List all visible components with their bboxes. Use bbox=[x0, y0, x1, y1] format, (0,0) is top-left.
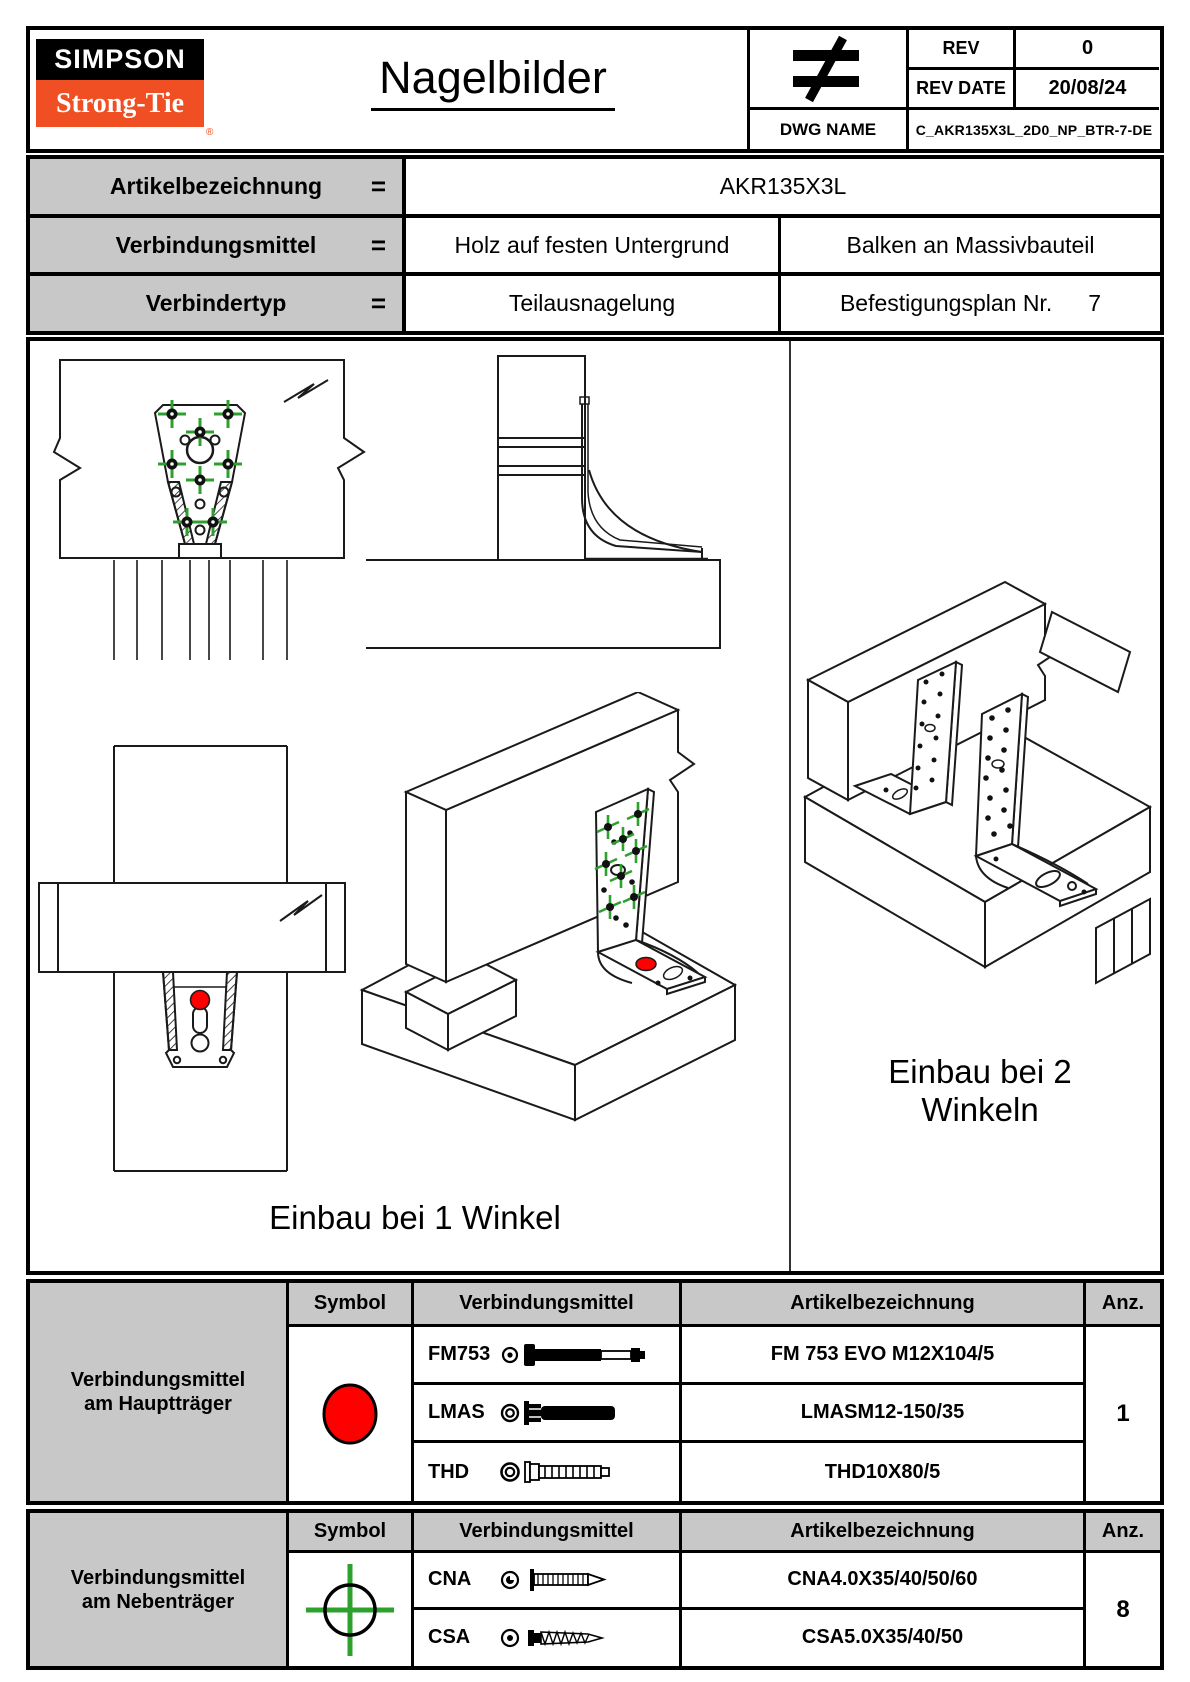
column-header-fastener: Verbindungsmittel bbox=[414, 1283, 682, 1327]
info-row-verbindungsmittel bbox=[30, 214, 1160, 273]
caption-two-brackets: Einbau bei 2 Winkeln bbox=[888, 1053, 1072, 1128]
fastener-code: CNA bbox=[428, 1568, 472, 1591]
article-value: FM 753 EVO M12X104/5 bbox=[682, 1327, 1086, 1385]
nail-cna-icon bbox=[500, 1563, 650, 1597]
fastener-row-cna bbox=[414, 1553, 682, 1610]
rev-date-label: REV DATE bbox=[909, 70, 1016, 110]
article-value: CSA5.0X35/40/50 bbox=[682, 1610, 1086, 1667]
fastener-table-nebentraeger bbox=[26, 1509, 1164, 1670]
column-header-symbol: Symbol bbox=[289, 1283, 414, 1327]
info-row-verbindertyp bbox=[30, 272, 1160, 331]
revision-block bbox=[747, 30, 1159, 149]
fastener-row-csa bbox=[414, 1610, 682, 1667]
anchor-view-drawing bbox=[31, 687, 361, 1187]
article-value: CNA4.0X35/40/50/60 bbox=[682, 1553, 1086, 1610]
column-header-fastener: Verbindungsmittel bbox=[414, 1513, 682, 1553]
application-value: Balken an Massivbauteil bbox=[846, 231, 1095, 258]
fastening-plan-label: Befestigungsplan Nr. bbox=[839, 290, 1053, 317]
dwg-name-value: C_AKR135X3L_2D0_NP_BTR-7-DE bbox=[915, 121, 1153, 138]
equals-sign: = bbox=[370, 229, 386, 260]
info-label: Artikelbezeichnung = bbox=[30, 159, 406, 214]
info-label: Verbindertyp = bbox=[30, 276, 406, 331]
fastener-code: CSA bbox=[428, 1626, 471, 1649]
rev-value: 0 bbox=[1016, 30, 1159, 70]
fastener-code: THD bbox=[428, 1460, 470, 1483]
anchor-symbol-red-dot bbox=[636, 958, 656, 971]
drawing-panel bbox=[26, 337, 1164, 1275]
isometric-one-bracket-drawing bbox=[346, 692, 791, 1132]
side-view-drawing bbox=[366, 352, 766, 682]
anchor-lmas-icon bbox=[500, 1396, 650, 1430]
info-row-artikelbezeichnung bbox=[30, 159, 1160, 214]
column-header-symbol: Symbol bbox=[289, 1513, 414, 1553]
isometric-two-brackets-drawing bbox=[800, 552, 1160, 1052]
qty-value: 1 bbox=[1116, 1400, 1130, 1427]
column-header-qty: Anz. bbox=[1086, 1283, 1160, 1327]
article-value: THD10X80/5 bbox=[682, 1443, 1086, 1501]
equals-sign: = bbox=[370, 170, 386, 201]
group-label: Verbindungsmittel am Nebenträger bbox=[30, 1513, 289, 1666]
article-value: LMASM12-150/35 bbox=[682, 1385, 1086, 1443]
red-filled-circle-icon bbox=[289, 1327, 414, 1501]
fastening-plan bbox=[781, 276, 1160, 331]
screw-csa-icon bbox=[500, 1621, 650, 1655]
bolt-fm753-icon bbox=[500, 1338, 650, 1372]
green-crosshair-circle-icon bbox=[289, 1553, 414, 1666]
group-label: Verbindungsmittel am Hauptträger bbox=[30, 1283, 289, 1501]
article-name-value: AKR135X3L bbox=[719, 172, 847, 199]
not-equal-icon bbox=[750, 30, 909, 110]
logo-simpson-text: SIMPSON bbox=[36, 39, 204, 80]
anchor-symbol-red-dot bbox=[191, 991, 210, 1010]
column-header-article: Artikelbezeichnung bbox=[682, 1513, 1086, 1553]
info-label: Verbindungsmittel = bbox=[30, 218, 406, 273]
fastener-table-hauptraeger bbox=[26, 1279, 1164, 1505]
column-header-qty: Anz. bbox=[1086, 1513, 1160, 1553]
fastener-row-thd bbox=[414, 1443, 682, 1501]
screw-anchor-thd-icon bbox=[500, 1455, 650, 1489]
rev-label: REV bbox=[909, 30, 1016, 70]
simpson-strongtie-logo bbox=[36, 39, 214, 138]
rev-date-value: 20/08/24 bbox=[1016, 70, 1159, 110]
nailing-type-value: Teilausnagelung bbox=[406, 276, 781, 331]
page-title: Nagelbilder bbox=[340, 52, 646, 111]
column-header-article: Artikelbezeichnung bbox=[682, 1283, 1086, 1327]
front-view-drawing bbox=[46, 352, 396, 682]
qty-value: 8 bbox=[1116, 1595, 1130, 1623]
fastening-plan-number: 7 bbox=[1088, 290, 1102, 317]
registered-mark: ® bbox=[206, 127, 214, 138]
fastener-code: LMAS bbox=[428, 1401, 485, 1423]
dwg-name-label: DWG NAME bbox=[750, 110, 909, 149]
fastener-row-fm753 bbox=[414, 1327, 682, 1385]
article-info-table bbox=[26, 155, 1164, 335]
title-block bbox=[26, 26, 1164, 153]
connection-type-value: Holz auf festen Untergrund bbox=[406, 218, 781, 273]
fastener-code: FM753 bbox=[428, 1343, 491, 1365]
logo-strongtie-text: Strong-Tie bbox=[36, 80, 204, 127]
caption-one-bracket: Einbau bei 1 Winkel bbox=[269, 1199, 561, 1236]
fastener-row-lmas bbox=[414, 1385, 682, 1443]
equals-sign: = bbox=[370, 288, 386, 319]
